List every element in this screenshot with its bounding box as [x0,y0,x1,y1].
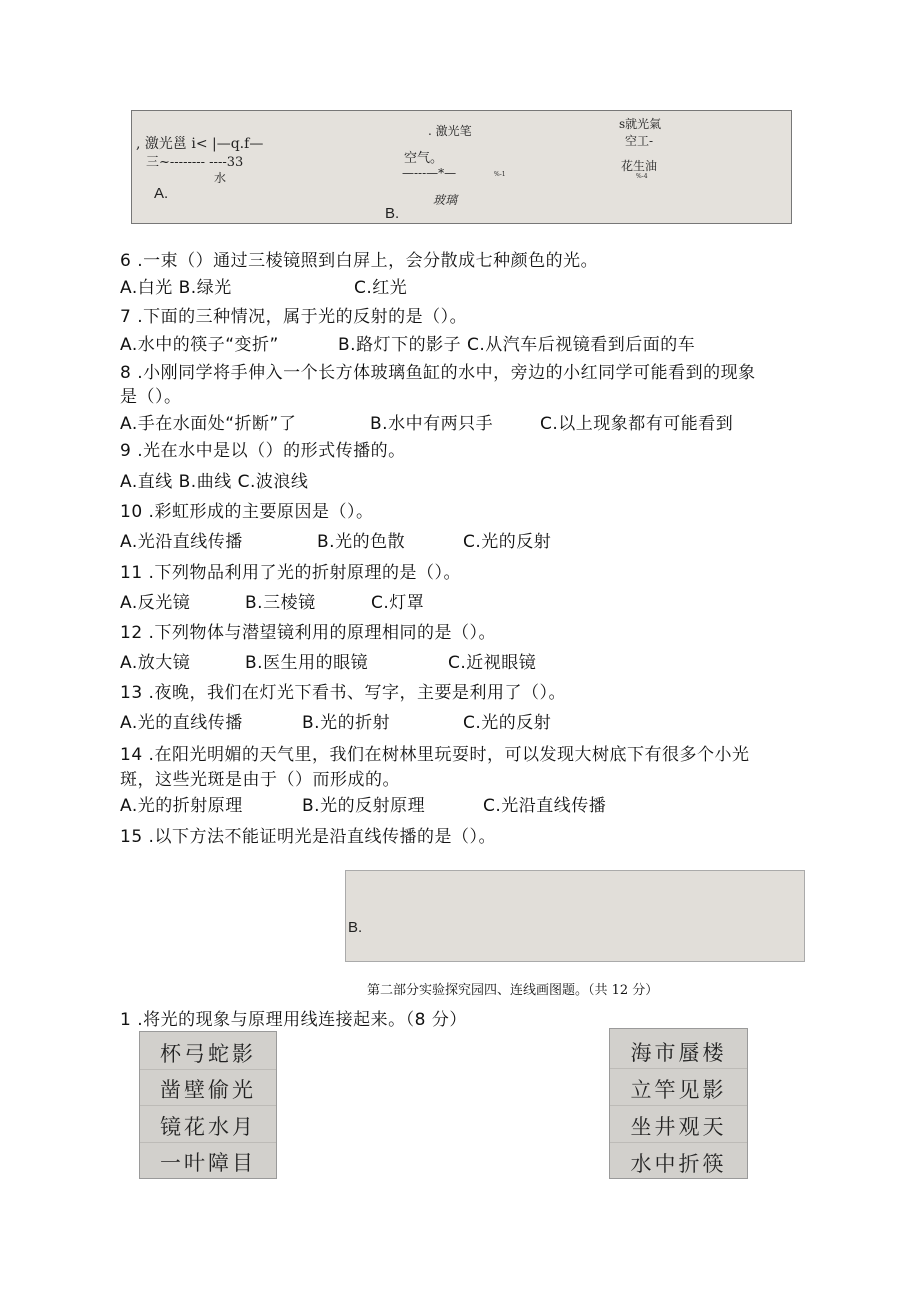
question-6-option-c: C.红光 [354,278,408,298]
question-12-option-b: B.医生用的眼镜 [245,653,369,673]
question-14-stem-cont: 斑，这些光斑是由于（）而形成的。 [120,770,400,790]
matching-right-column [609,1028,748,1179]
match-right-item[interactable]: 水中折筷 [630,1152,727,1176]
figure-a-label: A. [154,185,169,202]
match-left-item[interactable]: 一叶障目 [160,1151,256,1175]
divider [610,1105,747,1106]
question-10-option-c: C.光的反射 [463,532,552,552]
divider [140,1069,276,1070]
figure-c-line1: s就光氣 [619,117,662,131]
question-13-option-c: C.光的反射 [463,713,552,733]
question-7-stem: 7 .下面的三种情况，属于光的反射的是（）。 [120,307,468,327]
figure-c-line2: 空工- [625,134,654,148]
figure-b-air: 空气。 [404,151,444,166]
question-12-stem: 12 .下列物体与潜望镜利用的原理相同的是（）。 [120,623,496,643]
figure-a-water: 水 [214,171,227,185]
question-6-stem: 6 .一束（）通过三棱镜照到白屏上，会分散成七种颜色的光。 [120,251,599,271]
question-13-option-b: B.光的折射 [302,713,391,733]
question-11-stem: 11 .下列物品利用了光的折射原理的是（）。 [120,563,461,583]
question-11-option-a: A.反光镜 [120,593,191,613]
question-6-option-ab: A.白光 B.绿光 [120,278,232,298]
question-15-figure [345,870,805,962]
divider [610,1068,747,1069]
question-7-option-a: A.水中的筷子“变折” [120,335,279,355]
match-right-item[interactable]: 坐井观天 [630,1115,727,1139]
figure-b-glass: 玻璃 [433,193,458,207]
question-10-option-a: A.光沿直线传播 [120,532,243,552]
matching-left-column [139,1031,277,1179]
question-9-options: A.直线 B.曲线 C.波浪线 [120,472,309,492]
divider [140,1105,276,1106]
figure-b-laser: . 激光笔 [428,124,472,138]
figure-a-line2: 三~-------- ----33 [146,155,244,170]
question-8-option-c: C.以上现象都有可能看到 [540,414,734,434]
question-10-option-b: B.光的色散 [317,532,406,552]
match-left-item[interactable]: 凿壁偷光 [160,1078,256,1102]
question-12-option-a: A.放大镜 [120,653,191,673]
question-7-option-bc: B.路灯下的影子 C.从汽车后视镜看到后面的车 [338,335,696,355]
question-11-option-b: B.三棱镜 [245,593,316,613]
question-8-stem-cont: 是（）。 [120,387,182,407]
question-14-option-c: C.光沿直线传播 [483,796,607,816]
top-figure [131,110,792,224]
match-left-item[interactable]: 杯弓蛇影 [160,1042,256,1066]
question-9-stem: 9 .光在水中是以（）的形式传播的。 [120,441,406,461]
match-right-item[interactable]: 海市蜃楼 [630,1041,727,1065]
figure-a-line1: , 激光邕 i< |—q.f— [136,136,264,152]
question-8-option-b: B.水中有两只手 [370,414,494,434]
question-13-option-a: A.光的直线传播 [120,713,243,733]
question-14-option-a: A.光的折射原理 [120,796,243,816]
question-12-option-c: C.近视眼镜 [448,653,537,673]
figure-b-beam: —---—*— [402,166,457,180]
question-10-stem: 10 .彩虹形成的主要原因是（）。 [120,502,374,522]
question-8-stem: 8 .小刚同学将手伸入一个长方体玻璃鱼缸的水中，旁边的小红同学可能看到的现象 [120,363,756,383]
question-14-stem: 14 .在阳光明媚的天气里，我们在树林里玩耍时，可以发现大树底下有很多个小光 [120,745,750,765]
part2-heading: 第二部分实验探究园四、连线画图题。（共 12 分） [367,983,659,998]
question-14-option-b: B.光的反射原理 [302,796,426,816]
figure-c-tiny: %-4 [636,173,648,180]
divider [610,1142,747,1143]
figure-b-tiny: %-1 [494,171,506,178]
match-right-item[interactable]: 立竿见影 [630,1078,727,1102]
matching-instruction: 1 .将光的现象与原理用线连接起来。（8 分） [120,1010,467,1030]
question-11-option-c: C.灯罩 [371,593,425,613]
question-15-figure-label: B. [348,919,363,936]
figure-c-oil: 花生油 [621,159,658,173]
question-15-stem: 15 .以下方法不能证明光是沿直线传播的是（）。 [120,827,496,847]
match-left-item[interactable]: 镜花水月 [160,1115,256,1139]
divider [140,1142,276,1143]
question-13-stem: 13 .夜晚，我们在灯光下看书、写字，主要是利用了（）。 [120,683,566,703]
figure-b-label: B. [385,205,400,222]
question-8-option-a: A.手在水面处“折断”了 [120,414,297,434]
